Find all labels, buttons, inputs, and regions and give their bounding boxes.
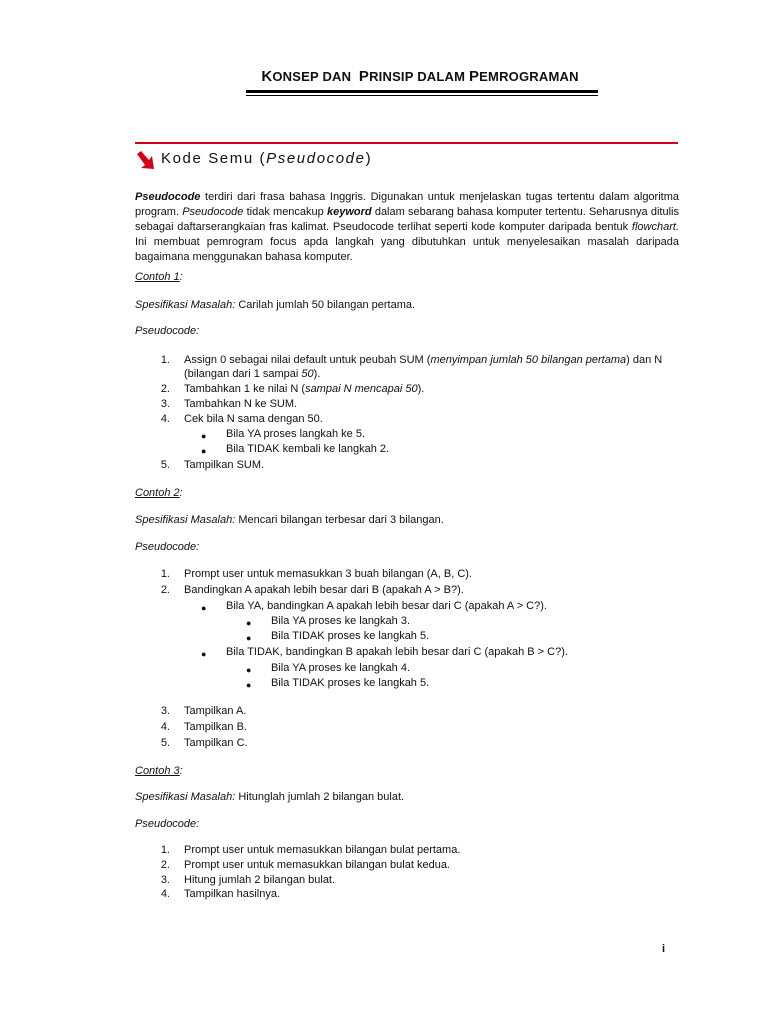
step-number: 4. — [160, 721, 170, 733]
step-text: Tampilkan SUM. — [184, 459, 265, 471]
example-3-spec: Spesifikasi Masalah: Hitunglah jumlah 2 bilangan bulat. — [135, 791, 405, 803]
example-2-pseudo-label: Pseudocode: — [135, 541, 200, 553]
bullet-icon: ● — [246, 633, 252, 643]
example-1-label: Contoh 1: — [135, 271, 183, 283]
step-number: 1. — [160, 354, 170, 366]
step-text: Hitung jumlah 2 bilangan bulat. — [184, 874, 336, 886]
bullet-icon: ● — [201, 649, 207, 659]
section-title: Kode Semu (Pseudocode) — [161, 150, 373, 167]
example-2-spec: Spesifikasi Masalah: Mencari bilangan terbesar dari 3 bilangan. — [135, 514, 444, 526]
bullet-text: Bila YA proses langkah ke 5. — [226, 428, 366, 440]
red-arrow-down-right-icon — [135, 151, 157, 171]
header-rule-thick — [246, 90, 598, 93]
bullet-icon: ● — [201, 603, 207, 613]
example-1-pseudo-label: Pseudocode: — [135, 325, 200, 337]
bullet-icon: ● — [246, 680, 252, 690]
step-text: Prompt user untuk memasukkan bilangan bulat kedua. — [184, 859, 450, 871]
step-text: Tampilkan C. — [184, 737, 248, 749]
example-3-pseudo-label: Pseudocode: — [135, 818, 200, 830]
step-number: 3. — [160, 705, 170, 717]
step-number: 4. — [160, 413, 170, 425]
step-number: 3. — [160, 398, 170, 410]
page-number: i — [662, 943, 666, 955]
step-text: Bandingkan A apakah lebih besar dari B (apakah A > B?). — [184, 584, 464, 596]
document-header-title: KONSEP DAN PRINSIP DALAM PEMROGRAMAN — [261, 68, 579, 85]
bullet-text: Bila TIDAK kembali ke langkah 2. — [226, 443, 390, 455]
step-number: 4. — [160, 888, 170, 900]
example-2-label: Contoh 2: — [135, 487, 183, 499]
bullet-text: Bila YA proses ke langkah 3. — [271, 615, 411, 627]
step-text: Tampilkan hasilnya. — [184, 888, 280, 900]
step-text: Tampilkan B. — [184, 721, 247, 733]
step-text-continued: (bilangan dari 1 sampai 50). — [184, 368, 321, 380]
example-3-label: Contoh 3: — [135, 765, 183, 777]
step-text: Tampilkan A. — [184, 705, 247, 717]
step-number: 1. — [160, 568, 170, 580]
bullet-icon: ● — [201, 446, 207, 456]
step-number: 3. — [160, 874, 170, 886]
step-number: 2. — [160, 859, 170, 871]
header-rule-thin — [246, 95, 598, 96]
step-number: 2. — [160, 383, 170, 395]
bullet-text: Bila TIDAK proses ke langkah 5. — [271, 630, 430, 642]
intro-paragraph: Pseudocode terdiri dari frasa bahasa Inggris. Digunakan untuk menjelaskan tugas tertentu dalam algoritma program. Pseudocode tidak mencakup keyword dalam sebarang bahasa komputer tertentu. Seharusnya ditulis sebagai daftarserangkaian fras kalimat. Pseudocode terlihat seperti kode komputer daripada bentuk flowchart. Ini membuat pemrogram focus apda langkah yang dibutuhkan untuk menyelesaikan masalah daripada bagaimana menggunakan bahasa komputer. — [135, 191, 679, 263]
step-number: 5. — [160, 737, 170, 749]
bullet-text: Bila YA, bandingkan A apakah lebih besar dari C (apakah A > C?). — [226, 600, 547, 612]
step-text: Tambahkan N ke SUM. — [184, 398, 298, 410]
step-text: Tambahkan 1 ke nilai N (sampai N mencapai 50). — [184, 383, 425, 395]
section-divider — [135, 142, 678, 144]
step-text: Cek bila N sama dengan 50. — [184, 413, 323, 425]
bullet-text: Bila TIDAK, bandingkan B apakah lebih besar dari C (apakah B > C?). — [226, 646, 568, 658]
bullet-icon: ● — [201, 431, 207, 441]
bullet-text: Bila TIDAK proses ke langkah 5. — [271, 677, 430, 689]
step-text: Prompt user untuk memasukkan bilangan bulat pertama. — [184, 844, 461, 856]
step-text: Assign 0 sebagai nilai default untuk peubah SUM (menyimpan jumlah 50 bilangan pertama) dan N — [184, 354, 663, 366]
step-number: 2. — [160, 584, 170, 596]
example-1-spec: Spesifikasi Masalah: Carilah jumlah 50 bilangan pertama. — [135, 299, 416, 311]
step-number: 1. — [160, 844, 170, 856]
step-text: Prompt user untuk memasukkan 3 buah bilangan (A, B, C). — [184, 568, 472, 580]
bullet-icon: ● — [246, 665, 252, 675]
step-number: 5. — [160, 459, 170, 471]
bullet-text: Bila YA proses ke langkah 4. — [271, 662, 411, 674]
bullet-icon: ● — [246, 618, 252, 628]
